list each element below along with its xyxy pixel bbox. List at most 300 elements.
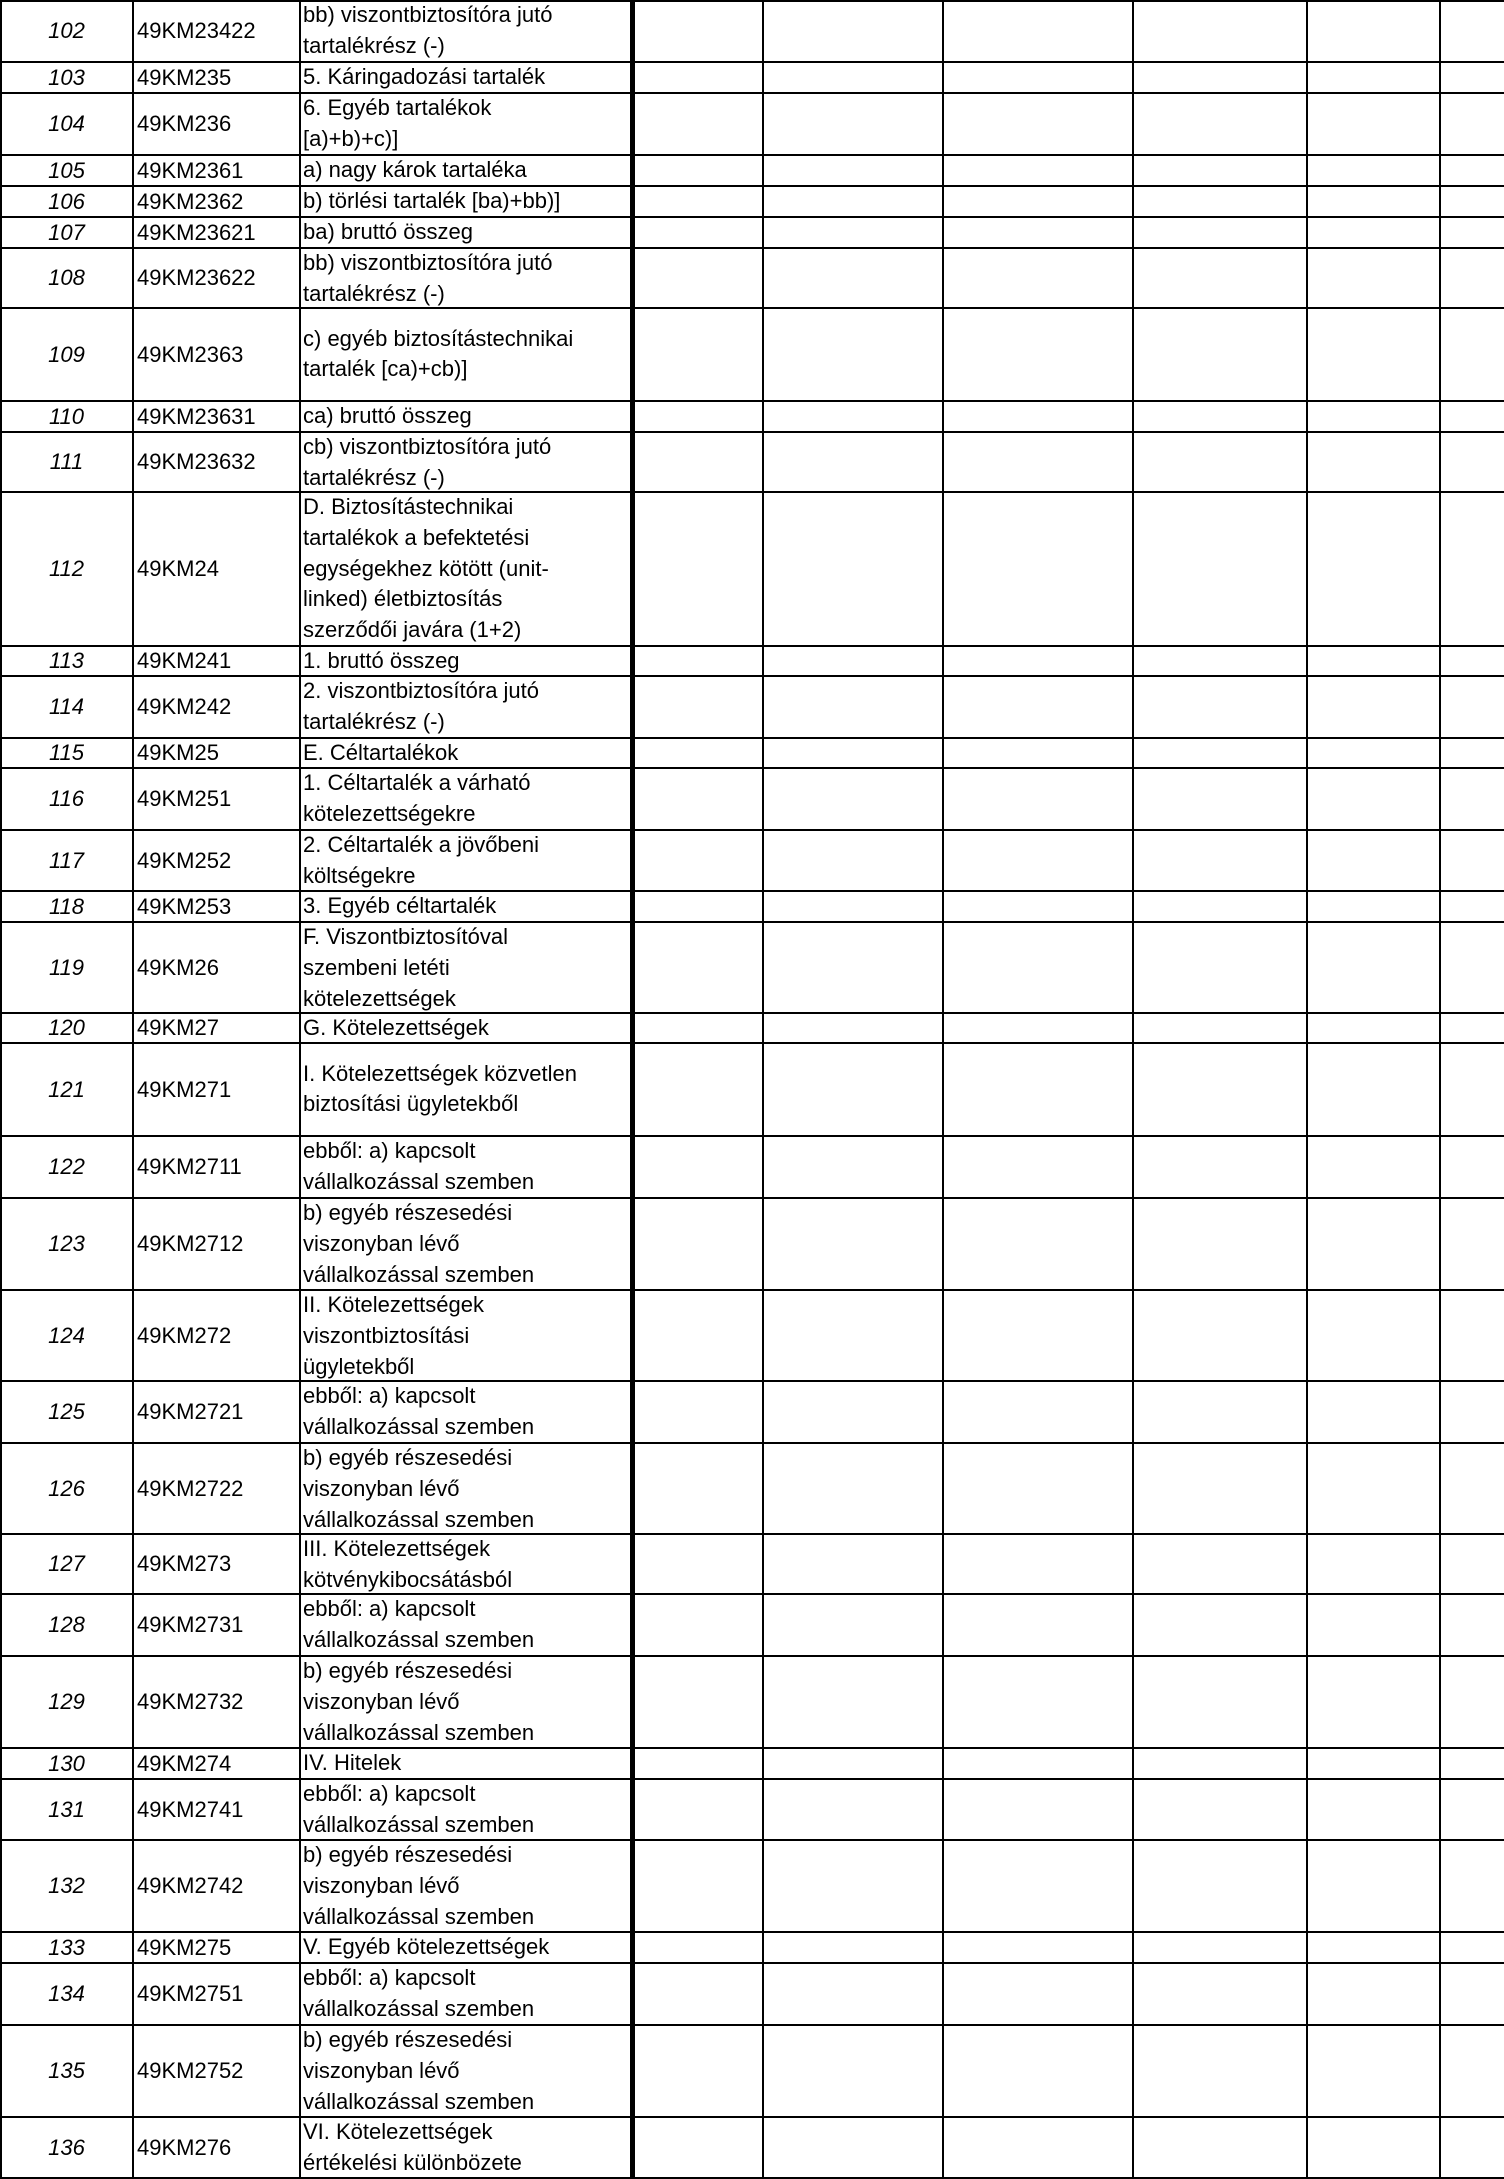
value-cell (632, 646, 763, 676)
row-label (300, 1748, 632, 1779)
value-cell (1133, 738, 1307, 768)
value-cell (1307, 676, 1440, 738)
value-cell (1133, 155, 1307, 186)
row-code: 49KM2363 (137, 341, 244, 367)
row-divider (0, 1012, 1504, 1014)
row-divider (0, 1289, 1504, 1291)
row-divider (0, 1042, 1504, 1044)
row-label-line: viszonyban lévő (303, 1688, 460, 1714)
value-cell (1307, 308, 1440, 401)
row-divider (0, 767, 1504, 769)
value-cell (1440, 646, 1504, 676)
row-number: 110 (48, 403, 85, 429)
row-label (300, 1290, 632, 1381)
value-cell (1307, 1748, 1440, 1779)
value-cell (632, 1381, 763, 1443)
column-divider (1132, 0, 1134, 2179)
row-code: 49KM2712 (137, 1231, 244, 1256)
row-label (300, 432, 632, 492)
value-cell (943, 2117, 1133, 2179)
value-cell (1133, 248, 1307, 308)
row-divider (0, 307, 1504, 309)
value-cell (943, 62, 1133, 93)
value-cell (763, 1840, 943, 1932)
row-divider (0, 1778, 1504, 1780)
row-label-line: tartalékrész (-) (303, 464, 445, 490)
value-cell (943, 1932, 1133, 1963)
row-divider (0, 92, 1504, 94)
value-cell (943, 1136, 1133, 1198)
value-cell (763, 830, 943, 891)
row-label-line: tartalékrész (-) (303, 32, 445, 58)
row-label (300, 922, 632, 1013)
value-cell (1133, 492, 1307, 646)
value-cell (1307, 738, 1440, 768)
row-code: 49KM2751 (137, 1981, 244, 2006)
row-label-line: szerződői javára (1+2) (303, 617, 522, 643)
row-label-line: 5. Káringadozási tartalék (303, 64, 546, 90)
value-cell (763, 1443, 943, 1534)
value-cell (1133, 401, 1307, 432)
row-label-line: tartalék [ca)+cb)] (303, 356, 468, 382)
value-cell (943, 1443, 1133, 1534)
row-label-line: D. Biztosítástechnikai (303, 494, 514, 519)
row-code: 49KM2742 (137, 1873, 244, 1898)
value-cell (1440, 1013, 1504, 1043)
row-label-line: ebből: a) kapcsolt (303, 1965, 476, 1991)
row-label-line: F. Viszontbiztosítóval (303, 924, 509, 949)
value-cell (1133, 1136, 1307, 1198)
row-label-line: 2. viszontbiztosítóra jutó (303, 678, 540, 704)
value-cell (1307, 922, 1440, 1013)
value-cell (763, 93, 943, 155)
value-cell (1307, 1779, 1440, 1840)
value-cell (632, 768, 763, 830)
row-label (300, 1534, 632, 1594)
value-cell (632, 891, 763, 922)
row-label-line: bb) viszontbiztosítóra jutó (303, 2, 553, 28)
value-cell (1440, 401, 1504, 432)
row-number: 114 (48, 694, 85, 719)
row-label-line: b) egyéb részesedési (303, 1658, 513, 1683)
value-cell (943, 1656, 1133, 1748)
row-label-line: kötelezettségekre (303, 800, 476, 826)
row-label (300, 2117, 632, 2179)
row-label (300, 186, 632, 217)
row-label-line: viszontbiztosítási (303, 1322, 470, 1348)
value-cell (1133, 1043, 1307, 1136)
row-number: 103 (48, 64, 85, 90)
value-cell (1133, 432, 1307, 492)
row-label-line: vállalkozással szemben (303, 1903, 535, 1929)
row-code: 49KM26 (137, 954, 219, 980)
row-number: 112 (48, 556, 85, 581)
row-number: 136 (48, 2135, 85, 2160)
row-label-line: b) egyéb részesedési (303, 1200, 513, 1225)
row-code: 49KM253 (137, 893, 232, 919)
row-divider (0, 2024, 1504, 2026)
row-number: 104 (48, 111, 85, 136)
row-label-line: ebből: a) kapcsolt (303, 1383, 476, 1409)
row-label-line: 1. bruttó összeg (303, 648, 460, 673)
row-label (300, 1594, 632, 1656)
row-number: 126 (48, 1475, 85, 1501)
row-number: 124 (48, 1322, 85, 1348)
row-code: 49KM236 (137, 111, 232, 136)
value-cell (632, 1779, 763, 1840)
value-cell (943, 217, 1133, 248)
row-label-line: linked) életbiztosítás (303, 586, 503, 612)
row-label-line: ebből: a) kapcsolt (303, 1781, 476, 1806)
value-cell (763, 1963, 943, 2025)
value-cell (632, 248, 763, 308)
value-cell (632, 1963, 763, 2025)
value-cell (632, 308, 763, 401)
row-divider (0, 1135, 1504, 1137)
row-divider (0, 675, 1504, 677)
value-cell (763, 891, 943, 922)
row-number: 115 (48, 740, 85, 765)
row-code: 49KM2361 (137, 157, 244, 183)
value-cell (632, 738, 763, 768)
row-label-line: ebből: a) kapcsolt (303, 1138, 476, 1164)
value-cell (763, 186, 943, 217)
value-cell (1440, 1443, 1504, 1534)
row-code: 49KM23422 (137, 18, 256, 43)
row-label (300, 891, 632, 922)
value-cell (1440, 1136, 1504, 1198)
value-cell (632, 1840, 763, 1932)
row-label-line: vállalkozással szemben (303, 1626, 535, 1652)
value-cell (1133, 1656, 1307, 1748)
value-cell (1133, 217, 1307, 248)
value-cell (1440, 308, 1504, 401)
value-cell (763, 1013, 943, 1043)
row-label-line: VI. Kötelezettségek (303, 2119, 493, 2145)
value-cell (1133, 768, 1307, 830)
row-code: 49KM2721 (137, 1399, 244, 1424)
row-number: 130 (48, 1750, 85, 1776)
row-divider (0, 737, 1504, 739)
row-label-line: cb) viszontbiztosítóra jutó (303, 434, 552, 459)
value-cell (943, 738, 1133, 768)
row-divider (0, 1442, 1504, 1444)
value-cell (943, 1290, 1133, 1381)
value-cell (632, 1656, 763, 1748)
value-cell (763, 1136, 943, 1198)
row-code: 49KM241 (137, 648, 232, 673)
row-number: 128 (48, 1612, 85, 1637)
column-divider (942, 0, 944, 2179)
value-cell (1440, 738, 1504, 768)
row-number: 109 (48, 341, 85, 367)
value-cell (1307, 1381, 1440, 1443)
value-cell (632, 1594, 763, 1656)
column-divider (1306, 0, 1308, 2179)
value-cell (632, 492, 763, 646)
row-number: 131 (48, 1796, 85, 1822)
row-label (300, 93, 632, 155)
row-code: 49KM2711 (137, 1154, 242, 1179)
value-cell (763, 2025, 943, 2117)
value-cell (632, 0, 763, 62)
row-label-line: a) nagy károk tartaléka (303, 157, 527, 183)
value-cell (1307, 432, 1440, 492)
row-divider (0, 491, 1504, 493)
row-label-line: bb) viszontbiztosítóra jutó (303, 250, 553, 275)
row-code: 49KM274 (137, 1750, 232, 1776)
row-code: 49KM235 (137, 64, 232, 90)
value-cell (763, 1656, 943, 1748)
column-divider (132, 0, 134, 2179)
value-cell (1307, 0, 1440, 62)
value-cell (632, 1932, 763, 1963)
row-label-line: költségekre (303, 862, 416, 888)
value-cell (1440, 2117, 1504, 2179)
row-label (300, 676, 632, 738)
row-label (300, 1779, 632, 1840)
row-divider (0, 1962, 1504, 1964)
value-cell (943, 1963, 1133, 2025)
row-label (300, 62, 632, 93)
value-cell (943, 891, 1133, 922)
row-number: 105 (48, 157, 85, 183)
value-cell (1440, 1290, 1504, 1381)
row-label (300, 492, 632, 646)
value-cell (763, 248, 943, 308)
value-cell (1440, 891, 1504, 922)
value-cell (763, 646, 943, 676)
row-label-line: vállalkozással szemben (303, 1261, 535, 1287)
row-label (300, 0, 632, 62)
value-cell (763, 1594, 943, 1656)
value-cell (1307, 1656, 1440, 1748)
value-cell (1307, 830, 1440, 891)
value-cell (763, 492, 943, 646)
row-code: 49KM23622 (137, 265, 256, 290)
row-number: 116 (48, 786, 85, 811)
value-cell (763, 922, 943, 1013)
row-label (300, 1136, 632, 1198)
row-label (300, 2025, 632, 2117)
value-cell (943, 1534, 1133, 1594)
value-cell (943, 401, 1133, 432)
row-divider (0, 185, 1504, 187)
value-cell (1440, 0, 1504, 62)
row-number: 129 (48, 1689, 85, 1714)
row-label (300, 646, 632, 676)
row-divider (0, 400, 1504, 402)
row-label-line: vállalkozással szemben (303, 2088, 535, 2114)
value-cell (632, 830, 763, 891)
row-number: 106 (48, 188, 85, 214)
row-label-line: kötvénykibocsátásból (303, 1566, 513, 1592)
value-cell (1307, 1443, 1440, 1534)
row-number: 133 (48, 1934, 85, 1960)
value-cell (1440, 1594, 1504, 1656)
value-cell (1307, 1043, 1440, 1136)
value-cell (1307, 93, 1440, 155)
value-cell (632, 1198, 763, 1290)
row-label-line: viszonyban lévő (303, 2057, 460, 2083)
value-cell (1307, 401, 1440, 432)
value-cell (1133, 2117, 1307, 2179)
row-divider (0, 1593, 1504, 1595)
value-cell (1133, 1443, 1307, 1534)
row-label-line: ügyletekből (303, 1353, 415, 1379)
row-code: 49KM23621 (137, 219, 256, 245)
row-label-line: IV. Hitelek (303, 1750, 402, 1776)
row-divider (0, 216, 1504, 218)
value-cell (943, 830, 1133, 891)
value-cell (943, 248, 1133, 308)
row-label-line: vállalkozással szemben (303, 1506, 535, 1532)
row-label (300, 768, 632, 830)
row-label-line: b) törlési tartalék [ba)+bb)] (303, 188, 561, 214)
value-cell (1440, 1043, 1504, 1136)
row-code: 49KM23631 (137, 403, 256, 429)
value-cell (632, 1443, 763, 1534)
value-cell (763, 217, 943, 248)
value-cell (1440, 1656, 1504, 1748)
row-divider (0, 1197, 1504, 1199)
value-cell (1133, 646, 1307, 676)
value-cell (1133, 1963, 1307, 2025)
row-number: 111 (49, 449, 84, 474)
row-number: 120 (48, 1015, 85, 1040)
row-divider (0, 1655, 1504, 1657)
row-code: 49KM2752 (137, 2058, 244, 2083)
value-cell (1307, 1534, 1440, 1594)
value-cell (1133, 308, 1307, 401)
value-cell (1307, 1013, 1440, 1043)
value-cell (1307, 2025, 1440, 2117)
row-label (300, 1656, 632, 1748)
value-cell (1440, 676, 1504, 738)
row-code: 49KM251 (137, 786, 232, 811)
row-number: 132 (48, 1873, 85, 1898)
row-divider (0, 921, 1504, 923)
value-cell (943, 93, 1133, 155)
value-cell (1133, 1594, 1307, 1656)
row-number: 125 (48, 1399, 85, 1424)
value-cell (1440, 155, 1504, 186)
column-divider (762, 0, 764, 2179)
value-cell (632, 1013, 763, 1043)
row-label (300, 1198, 632, 1290)
value-cell (763, 2117, 943, 2179)
row-number: 127 (48, 1551, 85, 1576)
row-divider (0, 1839, 1504, 1841)
value-cell (1133, 830, 1307, 891)
value-cell (632, 432, 763, 492)
row-label (300, 1381, 632, 1443)
value-cell (1307, 768, 1440, 830)
value-cell (1307, 217, 1440, 248)
row-code: 49KM2722 (137, 1475, 244, 1501)
row-divider (0, 1747, 1504, 1749)
value-cell (943, 186, 1133, 217)
row-number: 134 (48, 1981, 85, 2006)
value-cell (632, 93, 763, 155)
value-cell (763, 676, 943, 738)
value-cell (1440, 93, 1504, 155)
row-code: 49KM24 (137, 556, 219, 581)
row-number: 118 (48, 893, 85, 919)
row-divider (0, 829, 1504, 831)
value-cell (1440, 186, 1504, 217)
value-cell (763, 62, 943, 93)
value-cell (632, 1534, 763, 1594)
row-code: 49KM242 (137, 694, 232, 719)
value-cell (763, 0, 943, 62)
value-cell (943, 432, 1133, 492)
row-code: 49KM2732 (137, 1689, 244, 1714)
column-divider (299, 0, 301, 2179)
value-cell (943, 492, 1133, 646)
row-label-line: biztosítási ügyletekből (303, 1091, 519, 1117)
row-label-line: III. Kötelezettségek (303, 1536, 491, 1561)
value-cell (763, 1534, 943, 1594)
value-cell (1133, 1198, 1307, 1290)
row-divider (0, 890, 1504, 892)
value-cell (1307, 1840, 1440, 1932)
value-cell (943, 1779, 1133, 1840)
row-label-line: vállalkozással szemben (303, 1413, 535, 1439)
value-cell (1440, 922, 1504, 1013)
row-number: 122 (48, 1154, 85, 1179)
value-cell (1440, 1779, 1504, 1840)
value-cell (1307, 155, 1440, 186)
row-label (300, 248, 632, 308)
row-number: 123 (48, 1231, 85, 1256)
value-cell (1307, 186, 1440, 217)
row-label-line: 3. Egyéb céltartalék (303, 893, 497, 919)
value-cell (763, 738, 943, 768)
value-cell (632, 922, 763, 1013)
row-label-line: viszonyban lévő (303, 1475, 460, 1501)
row-label (300, 308, 632, 401)
value-cell (1440, 830, 1504, 891)
value-cell (943, 1381, 1133, 1443)
value-cell (1307, 62, 1440, 93)
row-label (300, 1932, 632, 1963)
row-label-line: viszonyban lévő (303, 1230, 460, 1256)
row-label (300, 217, 632, 248)
value-cell (1307, 891, 1440, 922)
row-label-line: I. Kötelezettségek közvetlen (303, 1060, 577, 1086)
value-cell (1133, 62, 1307, 93)
row-divider (0, 431, 1504, 433)
value-cell (1440, 2025, 1504, 2117)
value-cell (943, 1840, 1133, 1932)
value-cell (943, 2025, 1133, 2117)
value-cell (1307, 2117, 1440, 2179)
value-cell (943, 768, 1133, 830)
value-cell (763, 155, 943, 186)
row-label-line: tartalékok a befektetési (303, 524, 530, 550)
row-label-line: 1. Céltartalék a várható (303, 770, 531, 796)
row-divider (0, 1380, 1504, 1382)
column-divider (1439, 0, 1441, 2179)
value-cell (943, 1198, 1133, 1290)
row-label-line: kötelezettségek (303, 985, 456, 1011)
row-label-line: V. Egyéb kötelezettségek (303, 1934, 550, 1960)
value-cell (943, 155, 1133, 186)
row-label-line: viszonyban lévő (303, 1872, 460, 1898)
row-number: 108 (48, 265, 85, 290)
row-label-line: vállalkozással szemben (303, 1168, 535, 1194)
